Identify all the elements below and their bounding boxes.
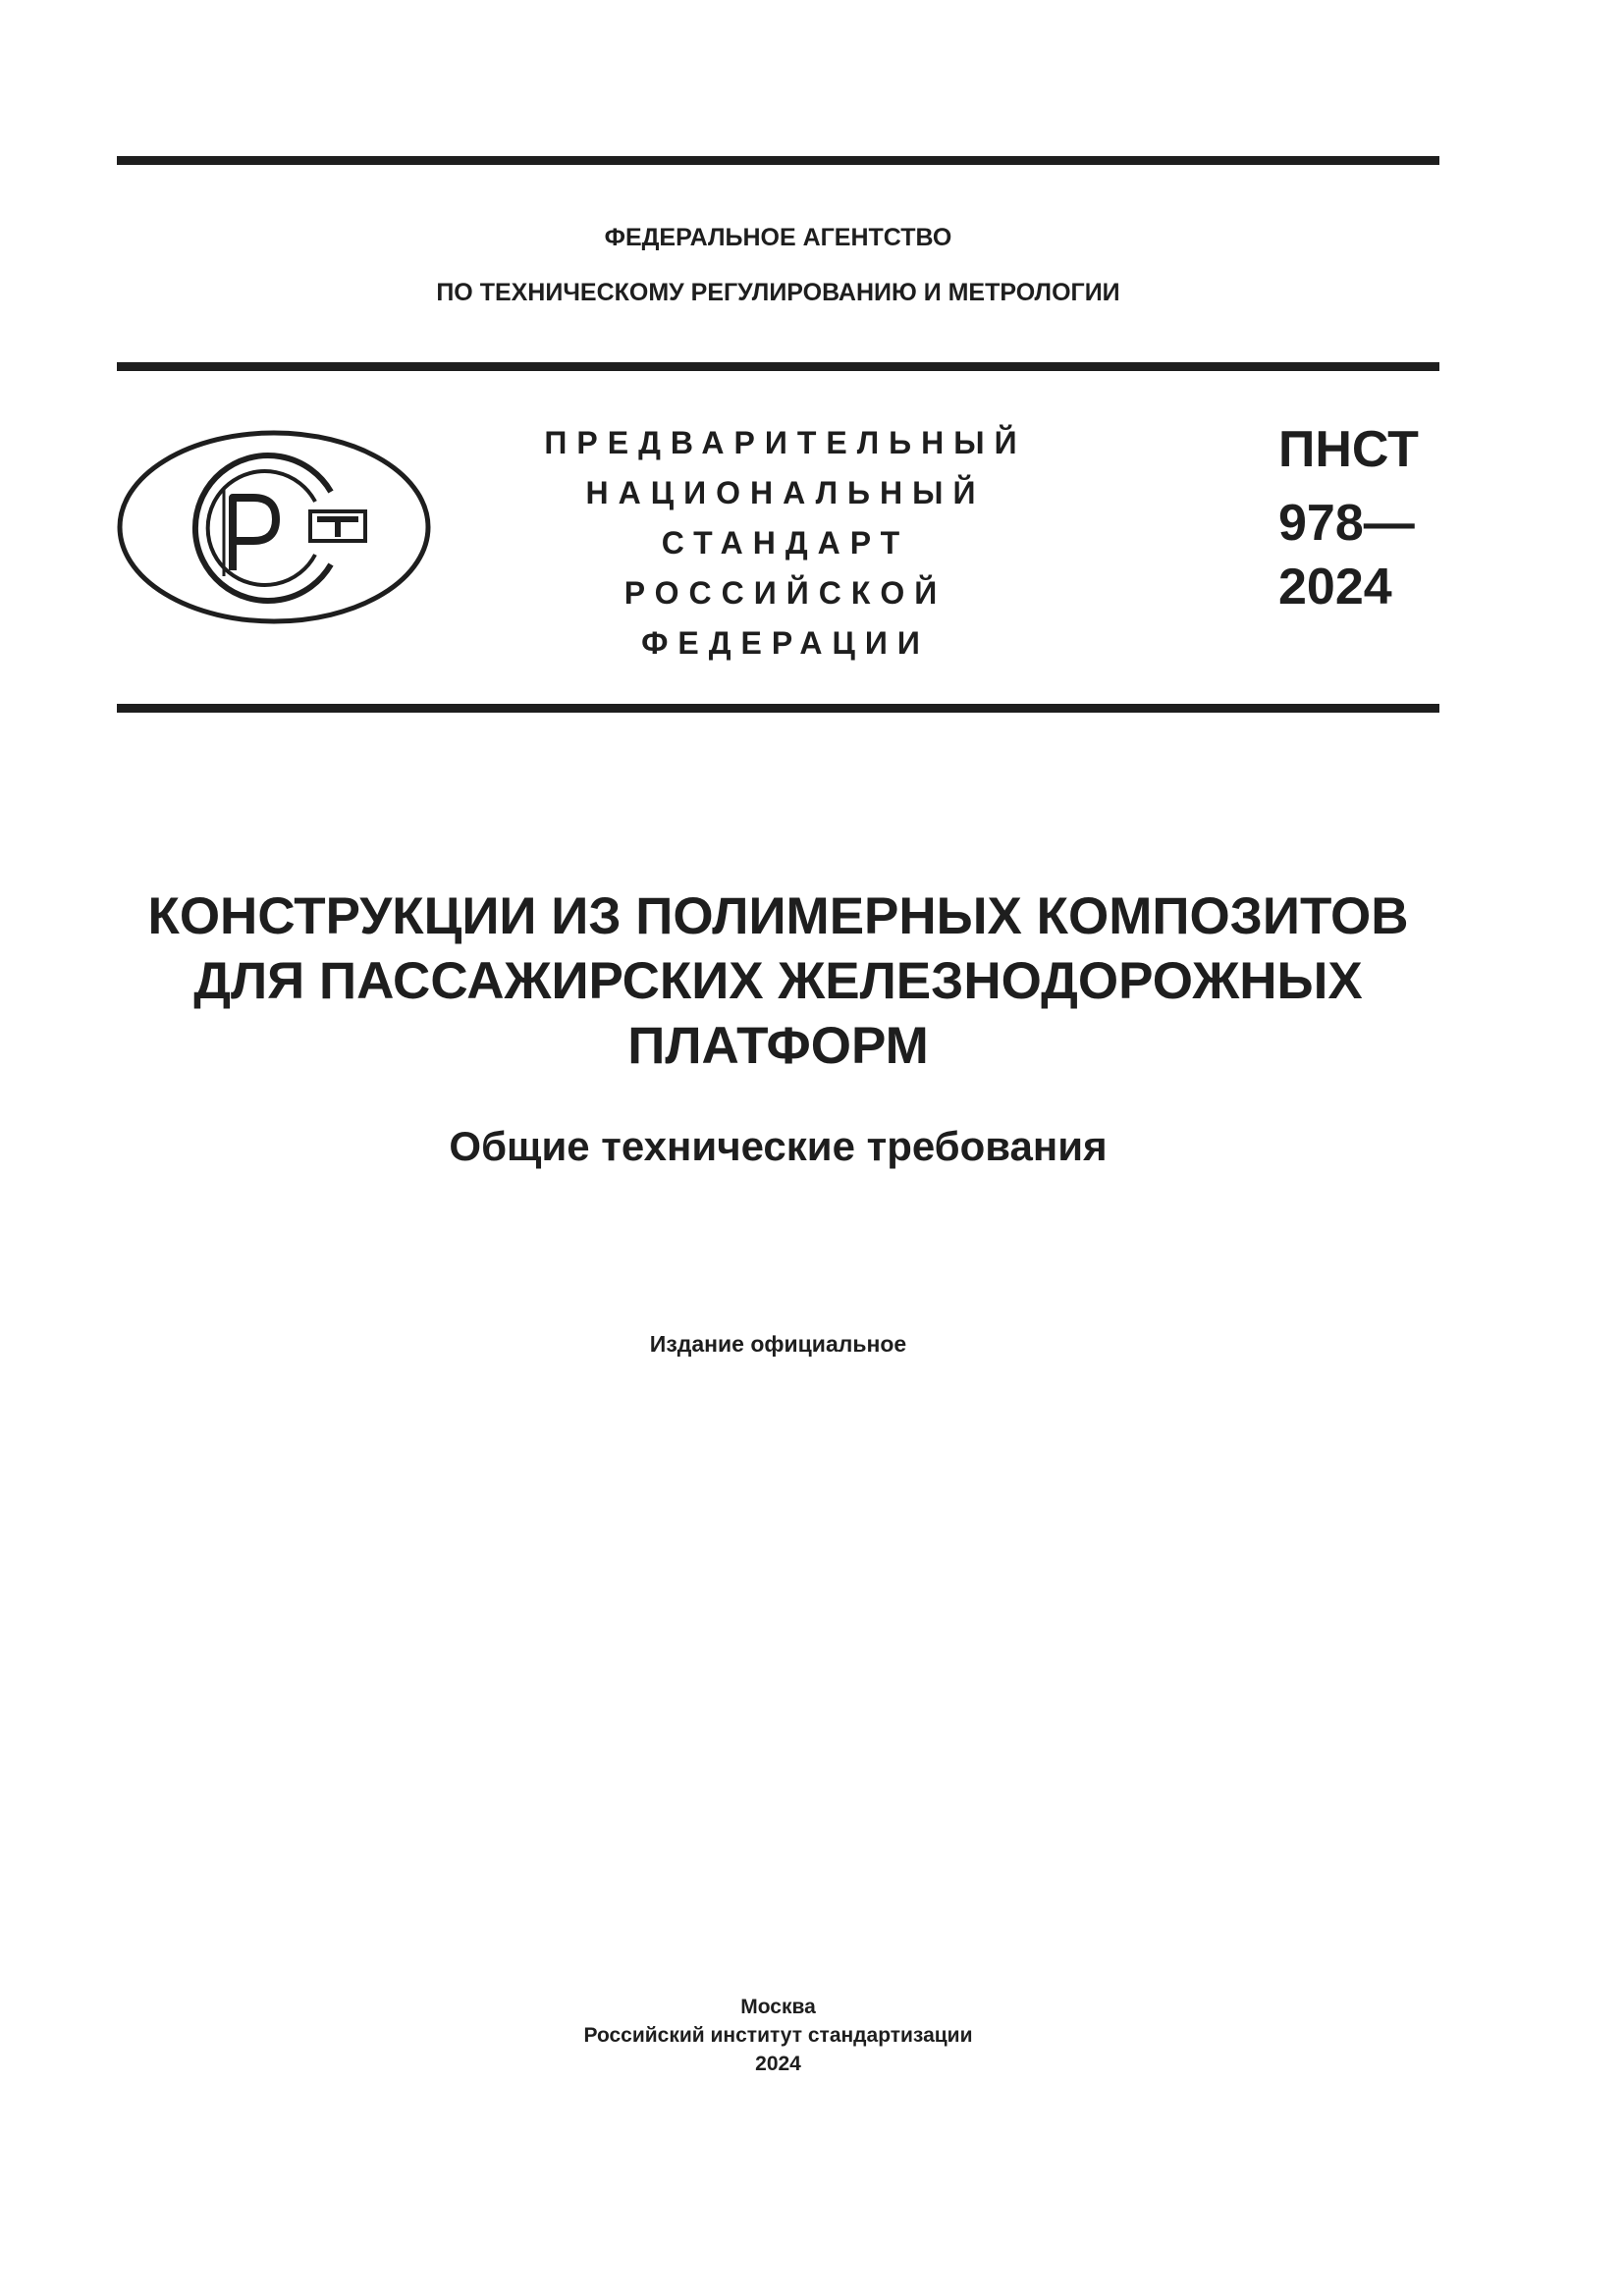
imprint-year: 2024 <box>755 2053 801 2075</box>
document-title-line-1: КОНСТРУКЦИИ ИЗ ПОЛИМЕРНЫХ КОМПОЗИТОВ <box>147 887 1409 945</box>
imprint-city: Москва <box>740 1996 816 2018</box>
document-title-line-3: ПЛАТФОРМ <box>627 1017 929 1075</box>
agency-rule <box>117 362 1439 371</box>
standard-number-line-1: ПНСТ <box>1278 421 1419 478</box>
agency-line-1: ФЕДЕРАЛЬНОЕ АГЕНТСТВО <box>604 224 952 251</box>
standard-kind-line-1: ПРЕДВАРИТЕЛЬНЫЙ <box>544 425 1027 460</box>
imprint-publisher: Российский институт стандартизации <box>583 2024 973 2047</box>
document-subtitle: Общие технические требования <box>449 1123 1108 1169</box>
document-title-line-2: ДЛЯ ПАССАЖИРСКИХ ЖЕЛЕЗНОДОРОЖНЫХ <box>193 952 1363 1010</box>
gost-r-logo-icon <box>116 429 432 625</box>
standard-kind-line-4: РОССИЙСКОЙ <box>623 575 947 611</box>
standard-kind-line-3: СТАНДАРТ <box>661 525 910 561</box>
top-rule <box>117 156 1439 165</box>
standard-kind-line-2: НАЦИОНАЛЬНЫЙ <box>585 475 986 510</box>
standard-number-line-2: 978— <box>1278 495 1415 552</box>
header-bottom-rule <box>117 704 1439 713</box>
standard-kind-line-5: ФЕДЕРАЦИИ <box>641 625 930 661</box>
agency-line-2: ПО ТЕХНИЧЕСКОМУ РЕГУЛИРОВАНИЮ И МЕТРОЛОГИИ <box>436 279 1120 306</box>
edition-note: Издание официальное <box>649 1331 907 1357</box>
standard-number-line-3: 2024 <box>1278 559 1392 615</box>
